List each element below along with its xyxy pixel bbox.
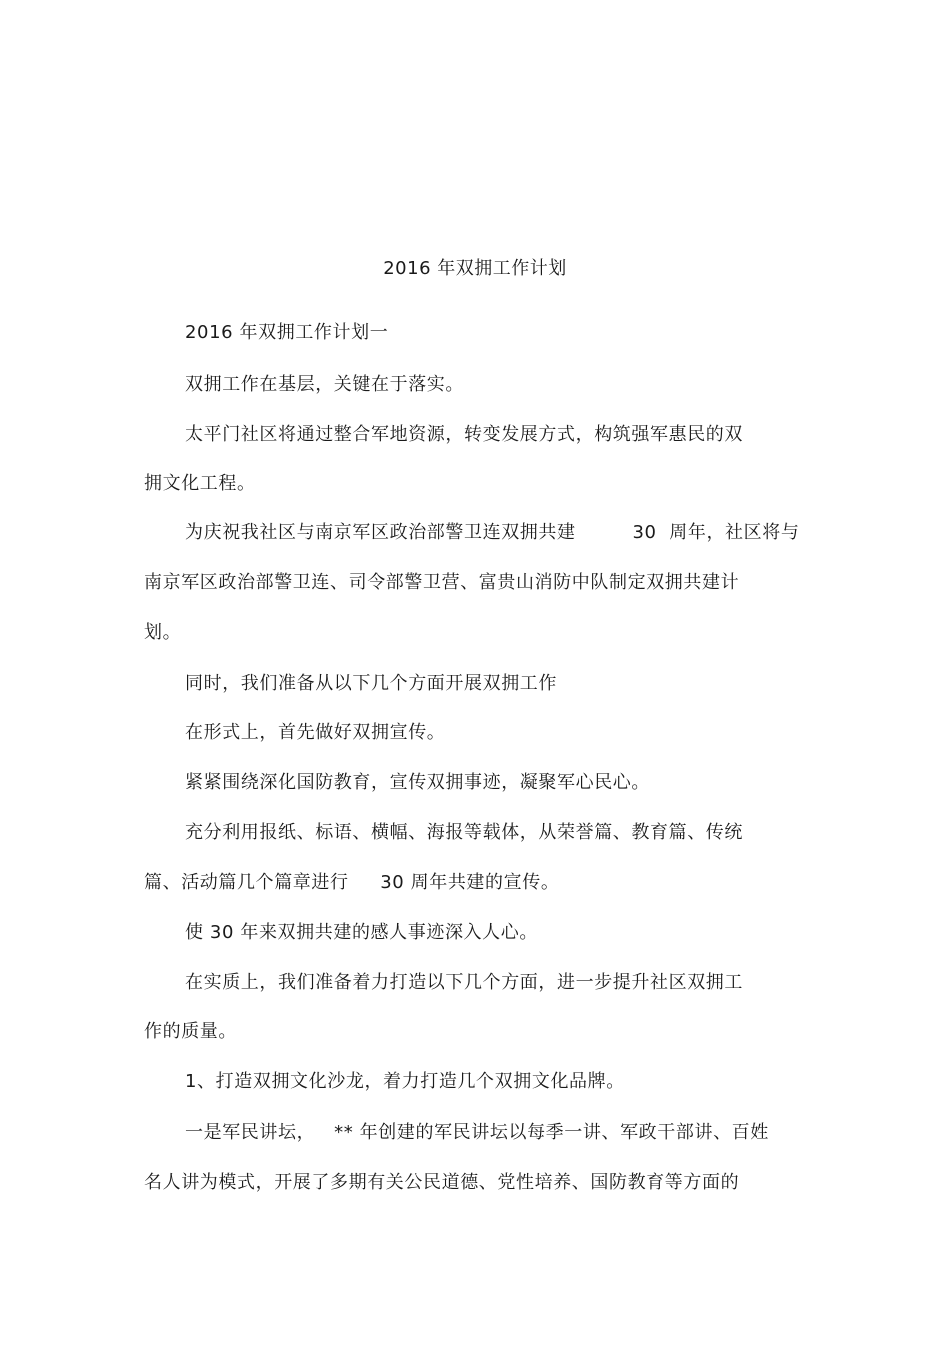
paragraph-line: 划。	[144, 622, 182, 643]
paragraph-line: 作的质量。	[144, 1021, 237, 1042]
paragraph-line: 在实质上，我们准备着力打造以下几个方面，进一步提升社区双拥工	[185, 972, 743, 993]
document-title: 2016 年双拥工作计划	[383, 258, 567, 279]
paragraph-line: 1、打造双拥文化沙龙，着力打造几个双拥文化品牌。	[185, 1071, 625, 1092]
section-heading: 2016 年双拥工作计划一	[185, 322, 389, 343]
paragraph-line: 太平门社区将通过整合军地资源，转变发展方式，构筑强军惠民的双	[185, 424, 743, 445]
paragraph-line: 南京军区政治部警卫连、司令部警卫营、富贵山消防中队制定双拥共建计	[144, 572, 740, 593]
paragraph-line: 同时，我们准备从以下几个方面开展双拥工作	[185, 673, 557, 694]
paragraph-line: 充分利用报纸、标语、横幅、海报等载体，从荣誉篇、教育篇、传统	[185, 822, 743, 843]
paragraph-line: 使 30 年来双拥共建的感人事迹深入人心。	[185, 922, 538, 943]
paragraph-line: 拥文化工程。	[144, 473, 256, 494]
paragraph-line: 紧紧围绕深化国防教育，宣传双拥事迹，凝聚军心民心。	[185, 772, 650, 793]
paragraph-line: 一是军民讲坛， ** 年创建的军民讲坛以每季一讲、军政干部讲、百姓	[185, 1122, 769, 1143]
paragraph-line: 为庆祝我社区与南京军区政治部警卫连双拥共建 30 周年，社区将与	[185, 522, 800, 543]
paragraph-line: 篇、活动篇几个篇章进行 30 周年共建的宣传。	[144, 872, 560, 893]
paragraph-line: 在形式上，首先做好双拥宣传。	[185, 722, 446, 743]
paragraph-line: 双拥工作在基层，关键在于落实。	[185, 374, 464, 395]
paragraph-line: 名人讲为模式，开展了多期有关公民道德、党性培养、国防教育等方面的	[144, 1172, 740, 1193]
